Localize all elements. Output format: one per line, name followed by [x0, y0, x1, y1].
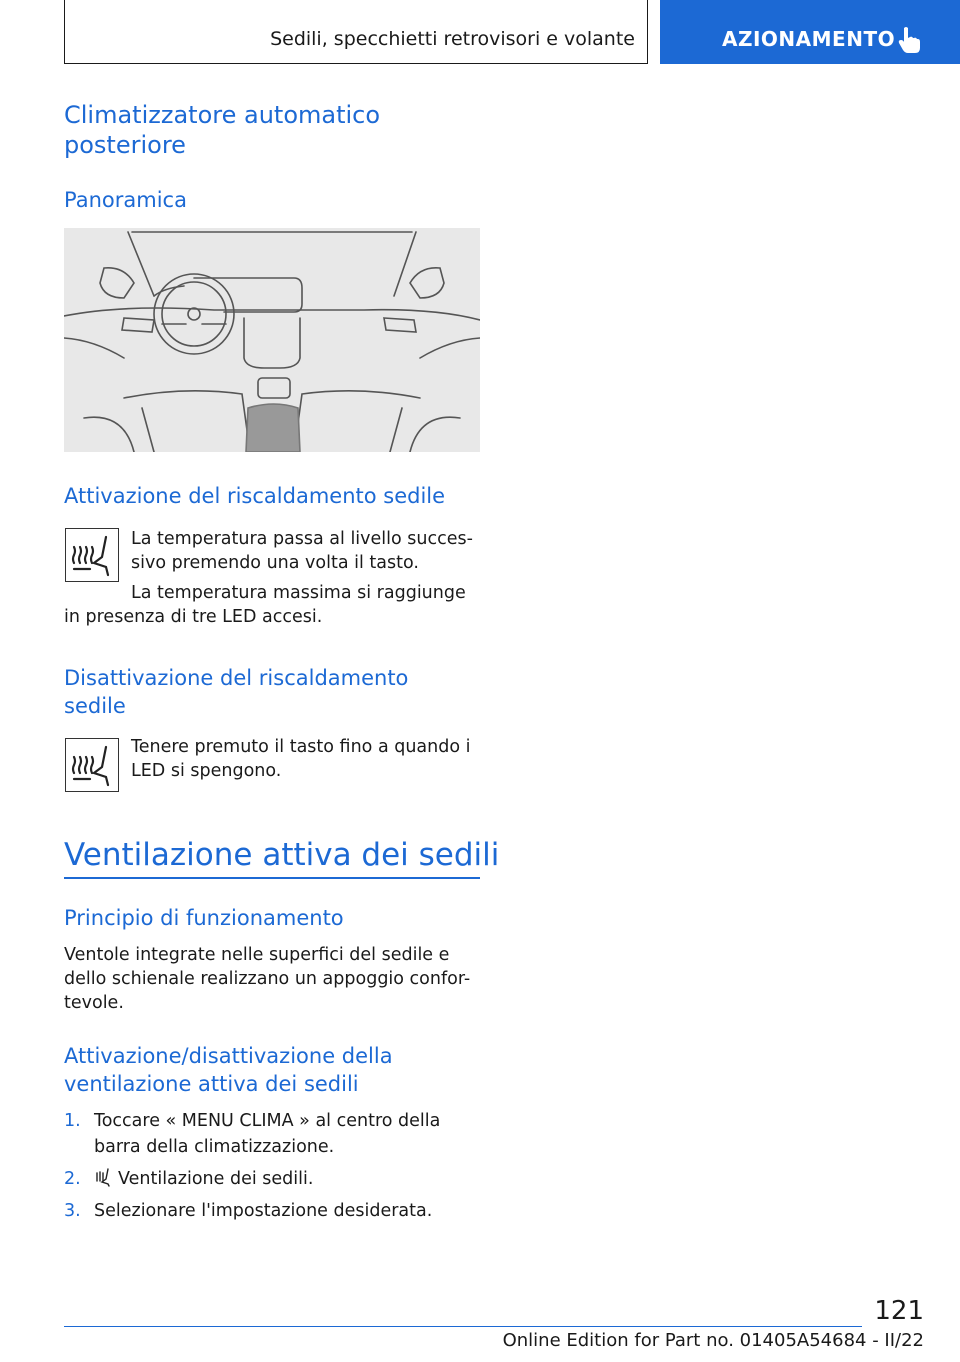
section-title: AZIONAMENTO [722, 27, 896, 51]
heat-off-line-2: LED si spengono. [131, 761, 282, 781]
heat-off-heading: Disattivazione del riscaldamento sedile [64, 666, 409, 718]
heat-on-heading: Attivazione del riscaldamento sedile [64, 484, 446, 508]
list-item: 1. Toccare « MENU CLIMA » al centro della barra della climatizzazione. [64, 1111, 441, 1157]
pointing-hand-icon [898, 26, 920, 54]
principle-line-1: Ventole integrate nelle superfici del sedile e [64, 945, 450, 965]
header-chapter-box [64, 0, 648, 64]
overview-heading: Panoramica [64, 188, 187, 212]
heat-on-line-4: in presenza di tre LED accesi. [64, 607, 323, 627]
header-section-box [660, 0, 960, 64]
heat-on-line-3: La temperatura massima si raggiunge [131, 583, 466, 603]
vent-toggle-heading: Attivazione/disattivazione della ventilazione attiva dei sedili [64, 1044, 393, 1096]
footer-edition: Online Edition for Part no. 01405A54684 - II/22 [502, 1330, 924, 1351]
principle-line-2: dello schienale realizzano un appoggio confor- [64, 969, 471, 989]
seat-heating-button-icon [65, 528, 119, 582]
seat-heating-button-icon-2 [65, 738, 119, 792]
heat-on-line-2: sivo premendo una volta il tasto. [131, 553, 419, 573]
section-rule [64, 877, 480, 879]
page-number: 121 [874, 1296, 924, 1326]
chapter-title: Sedili, specchietti retrovisori e volante [270, 28, 635, 50]
list-item: 3. Selezionare l'impostazione desiderata. [64, 1201, 433, 1221]
principle-line-3: tevole. [64, 993, 124, 1013]
dashboard-illustration [64, 228, 480, 452]
list-item: 2. Ventilazione dei sedili. [64, 1169, 314, 1189]
vent-title: Ventilazione attiva dei sedili [64, 837, 500, 873]
page-title: Climatizzatore automatico posteriore [64, 101, 381, 159]
seat-ventilation-icon [94, 1167, 112, 1187]
principle-heading: Principio di funzionamento [64, 906, 344, 930]
footer-rule [64, 1326, 862, 1327]
heat-on-line-1: La temperatura passa al livello succes- [131, 529, 473, 549]
heat-off-line-1: Tenere premuto il tasto fino a quando i [131, 737, 471, 757]
